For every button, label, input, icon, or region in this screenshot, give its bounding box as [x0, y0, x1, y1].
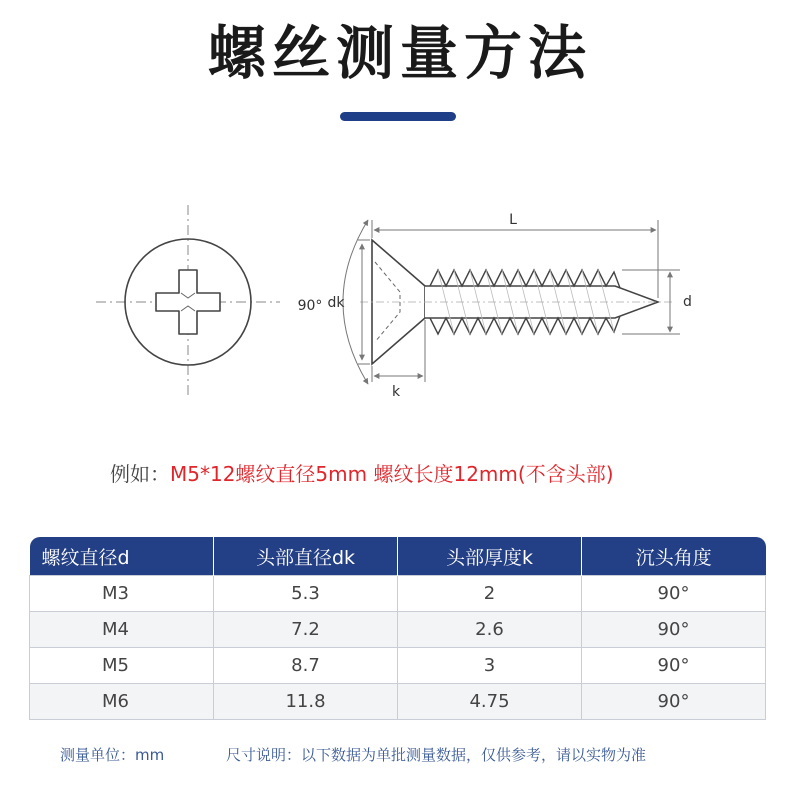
table-cell: M6 — [30, 684, 214, 720]
table-cell: 90° — [582, 648, 766, 684]
label-length: L — [509, 212, 517, 228]
table-cell: 7.2 — [214, 612, 398, 648]
header-head-diameter: 头部直径dk — [214, 537, 398, 576]
phillips-cross-icon — [156, 270, 220, 334]
screw-diagram — [80, 200, 700, 400]
table-cell: M4 — [30, 612, 214, 648]
example-highlight: M5*12螺纹直径5mm 螺纹长度12mm(不含头部) — [170, 462, 614, 486]
table-cell: 4.75 — [398, 684, 582, 720]
example-line — [110, 458, 614, 487]
example-prefix: 例如： — [110, 462, 170, 486]
table-header-row — [30, 537, 766, 576]
screw-head-top-view — [96, 205, 280, 398]
table-cell: 2 — [398, 576, 582, 612]
table-cell: 5.3 — [214, 576, 398, 612]
table-row — [30, 612, 766, 648]
table-cell: 90° — [582, 576, 766, 612]
table-cell: 11.8 — [214, 684, 398, 720]
table-row — [30, 648, 766, 684]
header-countersink-angle: 沉头角度 — [582, 537, 766, 576]
table-row — [30, 684, 766, 720]
header-head-thickness: 头部厚度k — [398, 537, 582, 576]
table-cell: 90° — [582, 612, 766, 648]
table-cell: M3 — [30, 576, 214, 612]
table-cell: 2.6 — [398, 612, 582, 648]
footer-note: 尺寸说明：以下数据为单批测量数据，仅供参考，请以实物为准 — [226, 746, 647, 764]
label-head-diameter: dk — [327, 295, 345, 311]
label-head-thickness: k — [391, 384, 401, 400]
table-row — [30, 576, 766, 612]
screw-side-view — [343, 220, 680, 384]
table-cell: M5 — [30, 648, 214, 684]
title-underline — [340, 112, 456, 121]
page-title: 螺丝测量方法 — [207, 19, 592, 87]
table-cell: 90° — [582, 684, 766, 720]
label-angle: 90° — [297, 298, 323, 314]
table-cell: 3 — [398, 648, 582, 684]
footer-unit: 测量单位：mm — [60, 746, 165, 764]
spec-table — [29, 537, 766, 720]
table-cell: 8.7 — [214, 648, 398, 684]
header-thread-diameter: 螺纹直径d — [30, 537, 214, 576]
label-thread-diameter: d — [683, 294, 692, 310]
